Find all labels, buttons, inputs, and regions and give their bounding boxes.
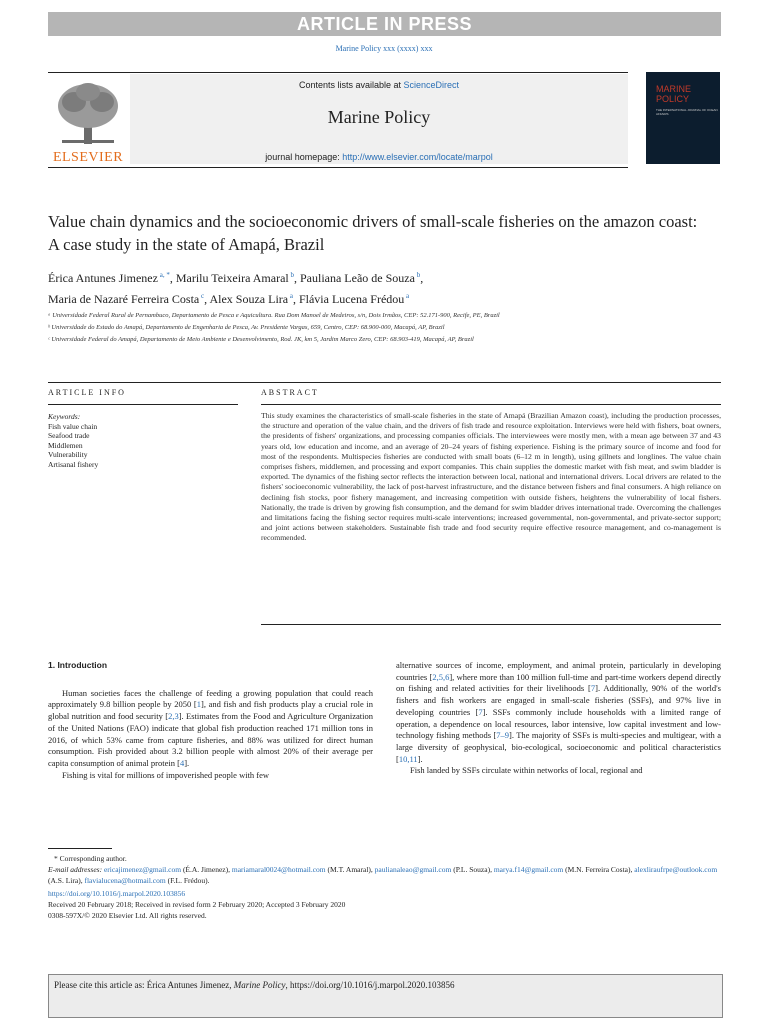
reference-link[interactable]: 10,11 (398, 753, 418, 764)
email-link[interactable]: flavialucena@hotmail.com (84, 876, 166, 885)
body-text: ]. (184, 757, 190, 768)
author-name[interactable]: Érica Antunes Jimenez (48, 271, 158, 285)
body-paragraph: Fishing is vital for millions of impoverished people with few (62, 769, 270, 780)
reference-link[interactable]: 4 (179, 757, 185, 768)
body-text: Human societies faces the challenge of feeding a growing population that could reach approximately 9.8 billion people by 2050 [ (48, 687, 373, 710)
body-paragraph: Fish landed by SSFs circulate within networks of local, regional and (410, 765, 643, 776)
author-name[interactable]: Marilu Teixeira Amaral (175, 271, 289, 285)
keyword-item: Fish value chain (48, 421, 98, 431)
reference-link[interactable]: 1 (196, 699, 201, 710)
email-owner: (É.A. Jimenez), (181, 865, 232, 874)
cover-subtitle: THE INTERNATIONAL JOURNAL OF OCEAN AFFAIRS (656, 108, 718, 116)
author-separator: , (420, 271, 424, 285)
reference-link[interactable]: 7 (478, 706, 483, 717)
author-affiliation-marker[interactable]: a (288, 292, 293, 300)
abstract-text: This study examines the characteristics of small-scale fisheries in the state of Amapá (Brazilian Amazon coast), including the production processes, the structure and operation of the value chain, and the drivers of fish trade and resource exploitation. Interviews were held with fishers, boat owners, the presidents of fishers' organizations, and processing companies officials. The interviewees were mostly men, with a mean age between 37 and 43 years old, low education and income, and an average of 20–24 years of fishing experience. Fishing is the primary source of income and food for most of the respondents. Multispecies fisheries are conducted with small boats (6–12 m in length), using gillnets and longlines. The value chain comprises fishers, middlemen, and processing and export companies. This chain supplies the domestic market with fish meat, and swim bladder is exported. The dynamics of the fishing sector reflects the interaction between local, national and international drivers. Local drivers are related to the fishers' socioeconomic vulnerability, the lack of post-harvest infrastructure, and the distance between fishers and final consumers. A high reliance on declining fish stocks, poor fishery management, and increasing competition with outside fishers, heightens the vulnerability of local fishers. Nationally, the trade is driven by growing fish consumption, and the demand for swim bladder drives international trade. Overcoming the challenges and limitations facing the fishing sector requires multi-scale interventions; increased governmental, non-governmental, and private-sector support; and joint actions between stakeholders. Sustainable fish trade and food security require effective resource management, and co-management is recommended. (261, 411, 721, 543)
email-owner: (F.L. Frédou). (165, 876, 210, 885)
body-text: ]. The majority of SSFs is multi-species and multigear, with a large diversity of geophysical, bio-ecological, socioeconomic and political characteristics [ (396, 730, 721, 764)
homepage-line (130, 152, 628, 162)
author-affiliation-marker[interactable]: b (414, 271, 421, 279)
body-paragraph (48, 688, 373, 770)
author-affiliation-marker[interactable]: c (199, 292, 205, 300)
abstract-heading: ABSTRACT (261, 388, 319, 397)
abstract-top-rule (261, 404, 721, 405)
keyword-item: Vulnerability (48, 450, 88, 459)
section-divider (48, 382, 721, 383)
cite-suffix[interactable]: , https://doi.org/10.1016/j.marpol.2020.103856 (285, 980, 455, 990)
footnotes (48, 853, 721, 921)
homepage-link[interactable]: http://www.elsevier.com/locate/marpol (342, 152, 493, 162)
body-text: ]. Additionally, 90% of the world's fishers and fish workers are engaged in small-scale fisheries (SSFs), and 97% live in developing countries [ (396, 683, 721, 717)
author-separator: , (293, 271, 300, 285)
cover-title: MARINE POLICY (656, 84, 692, 104)
affiliation-b: ᵇ Universidade do Estado do Amapá, Departamento de Engenharia de Pesca, Av. Presidente Vargas, 659, Centro, CEP: 68.900-000, Macapá, AP, Brazil (48, 324, 445, 331)
email-link[interactable]: paulianaleao@gmail.com (374, 865, 452, 874)
reference-link[interactable]: 2,5,6 (432, 671, 450, 682)
email-link[interactable]: ericajimenez@gmail.com (103, 865, 182, 874)
reference-link[interactable]: 7 (590, 683, 596, 694)
body-column-right (396, 660, 721, 777)
cite-line (54, 980, 455, 990)
section-heading-introduction: 1. Introduction (48, 660, 108, 670)
email-owner: (M.N. Ferreira Costa), (563, 865, 635, 874)
email-owner: (P.L. Souza), (451, 865, 494, 874)
email-label: E-mail addresses: (48, 865, 104, 874)
keywords-block (48, 412, 238, 469)
homepage-prefix: journal homepage: (265, 152, 343, 162)
author-name[interactable]: Flávia Lucena Frédou (298, 292, 405, 306)
journal-citation-line[interactable]: Marine Policy xxx (xxxx) xxx (335, 44, 433, 53)
author-affiliation-marker[interactable]: a, * (157, 271, 170, 279)
article-info-rule (48, 404, 238, 405)
body-text: ], where more than 100 million full-time and part-time workers depend directly on fishing and related activities for their livelihoods [ (396, 671, 721, 694)
email-link[interactable]: alexliraufrpe@outlook.com (634, 865, 718, 874)
article-in-press-banner: ARTICLE IN PRESS (48, 12, 721, 36)
journal-title: Marine Policy (327, 107, 431, 127)
article-info-heading: ARTICLE INFO (48, 388, 126, 397)
keywords-label: Keywords: (48, 412, 81, 421)
author-separator: , (204, 292, 210, 306)
body-column-left (48, 660, 373, 781)
author-affiliation-marker[interactable]: a (404, 292, 410, 300)
keyword-item: Artisanal fishery (48, 459, 99, 469)
abstract-bottom-rule (261, 624, 721, 625)
author-name[interactable]: Alex Souza Lira (209, 292, 289, 306)
keyword-item: Middlemen (48, 440, 83, 450)
author-name[interactable]: Maria de Nazaré Ferreira Costa (48, 292, 200, 306)
contents-prefix: Contents lists available at (298, 80, 404, 90)
elsevier-logo-text: ELSEVIER (52, 150, 124, 165)
author-list (48, 266, 708, 308)
received-dates: Received 20 February 2018; Received in revised form 2 February 2020; Accepted 3 February 2020 (48, 900, 346, 909)
body-text: ]. Estimates from the Food and Agriculture Organization of the United Nations (FAO) indicate that global fish production reached 171 million tons in 2016, of which 53% came from capture fisheries, and 88% was utilized for direct human consumption. Fish provided about 3.2 billion people with almost 20% of their average per capita consumption of animal protein [ (48, 711, 373, 768)
author-separator: , (169, 271, 176, 285)
journal-cover-image[interactable] (646, 72, 720, 164)
body-text: ]. SSFs commonly include households with a limited range of operation, a dependence on local resources, labor intensive, low capital investment and low-technology fishing methods [ (396, 706, 721, 741)
author-name[interactable]: Pauliana Leão de Souza (299, 271, 415, 285)
email-owner: (M.T. Amaral), (325, 865, 375, 874)
corresponding-author-note: * Corresponding author. (54, 854, 127, 863)
body-paragraph (396, 660, 721, 765)
contents-line (130, 80, 628, 90)
reference-link[interactable]: 2,3 (168, 711, 179, 722)
sciencedirect-link[interactable]: ScienceDirect (403, 80, 460, 90)
keyword-item: Seafood trade (48, 431, 90, 440)
email-addresses (48, 864, 721, 886)
email-link[interactable]: mariamaral0024@hotmail.com (231, 865, 326, 874)
footnote-rule (48, 848, 112, 849)
email-owner: (A.S. Lira), (48, 876, 85, 885)
affiliation-c: ᶜ Universidade Federal do Amapá, Departamento de Meio Ambiente e Desenvolvimento, Rod. JK, km 5, Jardim Marco Zero, CEP: 68.903-419, Macapá, AP, Brazil (48, 336, 474, 343)
author-affiliation-marker[interactable]: b (288, 271, 294, 279)
body-text: ], and fish and fish products play a crucial role in global nutrition and food security [ (48, 699, 373, 722)
affiliation-a: ᵃ Universidade Federal Rural de Pernambuco, Departamento de Pesca e Aquicultura. Rua Dom Manoel de Medeiros, s/n, Dois Irmãos, CEP: 52.171-900, Recife, PE, Brazil (48, 312, 500, 319)
body-text: ]. (417, 753, 423, 764)
cite-prefix: Please cite this article as: Érica Antunes Jimenez, (54, 980, 234, 990)
doi-line (48, 888, 721, 899)
email-link[interactable]: marya.f14@gmail.com (493, 865, 564, 874)
cite-journal: Marine Policy (233, 980, 286, 990)
doi-link[interactable]: https://doi.org/10.1016/j.marpol.2020.103856 (48, 889, 186, 898)
copyright-line: 0308-597X/© 2020 Elsevier Ltd. All rights reserved. (48, 911, 207, 920)
body-text: alternative sources of income, employment, and animal protein, particularly in developing countries [ (396, 660, 721, 682)
affiliations (48, 311, 688, 347)
author-separator: , (292, 292, 299, 306)
article-title: Value chain dynamics and the socioeconomic drivers of small-scale fisheries on the amazon coast: A case study in the state of Amapá, Brazil (48, 212, 698, 254)
reference-link[interactable]: 7–9 (496, 730, 509, 741)
